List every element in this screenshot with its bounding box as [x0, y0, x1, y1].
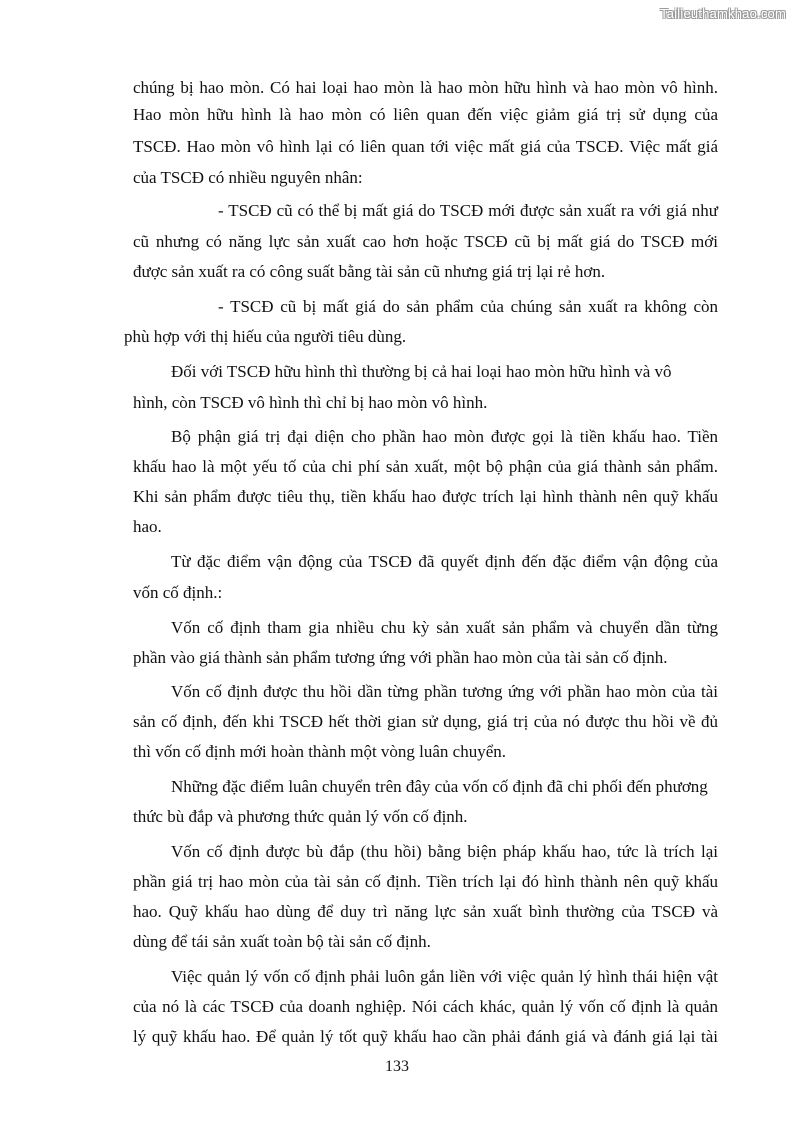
- text-line: Khi sản phẩm được tiêu thụ, tiền khấu hao được trích lại hình thành nên quỹ khấu: [133, 487, 718, 506]
- text-line: phần giá trị hao mòn của tài sản cố định. Tiền trích lại đó hình thành nên quỹ khấu: [133, 872, 718, 891]
- text-line: sản cố định, đến khi TSCĐ hết thời gian sử dụng, giá trị của nó được thu hồi về đủ: [133, 712, 718, 731]
- text-line: Bộ phận giá trị đại diện cho phần hao mòn được gọi là tiền khấu hao. Tiền: [171, 427, 718, 446]
- text-line: hình, còn TSCĐ vô hình thì chỉ bị hao mòn vô hình.: [133, 393, 488, 412]
- text-line: lý quỹ khấu hao. Để quản lý tốt quỹ khấu hao cần phải đánh giá và đánh giá lại tài: [133, 1027, 718, 1046]
- text-line: vốn cố định.:: [133, 583, 223, 602]
- text-line: - TSCĐ cũ bị mất giá do sản phẩm của chúng sản xuất ra không còn: [218, 297, 718, 316]
- watermark: Tailieuthamkhao.com: [660, 6, 786, 21]
- text-line: hao.: [133, 517, 162, 536]
- text-line: Vốn cố định được thu hồi dần từng phần tương ứng với phần hao mòn của tài: [171, 682, 718, 701]
- text-line: chúng bị hao mòn. Có hai loại hao mòn là hao mòn hữu hình và hao mòn vô hình.: [133, 78, 718, 97]
- text-line: của nó là các TSCĐ của doanh nghiệp. Nói cách khác, quản lý vốn cố định là quản: [133, 997, 718, 1016]
- text-line: Vốn cố định tham gia nhiều chu kỳ sản xuất sản phẩm và chuyển dần từng: [171, 618, 718, 637]
- text-line: TSCĐ. Hao mòn vô hình lại có liên quan tới việc mất giá của TSCĐ. Việc mất giá: [133, 137, 718, 156]
- text-line: Những đặc điểm luân chuyển trên đây của vốn cố định đã chi phối đến phương: [171, 777, 708, 796]
- text-line: của TSCĐ có nhiều nguyên nhân:: [133, 168, 363, 187]
- text-line: khấu hao là một yếu tố của chi phí sản xuất, một bộ phận của giá thành sản phẩm.: [133, 457, 718, 476]
- text-line: Việc quản lý vốn cố định phải luôn gắn liền với việc quản lý hình thái hiện vật: [171, 967, 718, 986]
- text-line: phù hợp với thị hiếu của người tiêu dùng.: [124, 327, 407, 346]
- text-line: hao. Quỹ khấu hao dùng để duy trì năng lực sản xuất bình thường của TSCĐ và: [133, 902, 718, 921]
- text-line: Từ đặc điểm vận động của TSCĐ đã quyết định đến đặc điểm vận động của: [171, 552, 718, 571]
- page-number: 133: [385, 1058, 409, 1075]
- text-line: Vốn cố định được bù đắp (thu hồi) bằng biện pháp khấu hao, tức là trích lại: [171, 842, 718, 861]
- text-line: thì vốn cố định mới hoàn thành một vòng luân chuyển.: [133, 742, 507, 761]
- text-line: Đối với TSCĐ hữu hình thì thường bị cả hai loại hao mòn hữu hình và vô: [171, 362, 672, 381]
- text-line: được sản xuất ra có công suất bằng tài sản cũ nhưng giá trị lại rẻ hơn.: [133, 262, 606, 281]
- text-line: thức bù đắp và phương thức quản lý vốn cố định.: [133, 807, 468, 826]
- text-line: phần vào giá thành sản phẩm tương ứng với phần hao mòn của tài sản cố định.: [133, 648, 668, 667]
- text-line: Hao mòn hữu hình là hao mòn có liên quan đến việc giảm giá trị sử dụng của: [133, 105, 718, 124]
- text-line: - TSCĐ cũ có thể bị mất giá do TSCĐ mới được sản xuất ra với giá như: [218, 201, 718, 220]
- text-line: cũ nhưng có năng lực sản xuất cao hơn hoặc TSCĐ cũ bị mất giá do TSCĐ mới: [133, 232, 718, 251]
- text-line: dùng để tái sản xuất toàn bộ tài sản cố định.: [133, 932, 431, 951]
